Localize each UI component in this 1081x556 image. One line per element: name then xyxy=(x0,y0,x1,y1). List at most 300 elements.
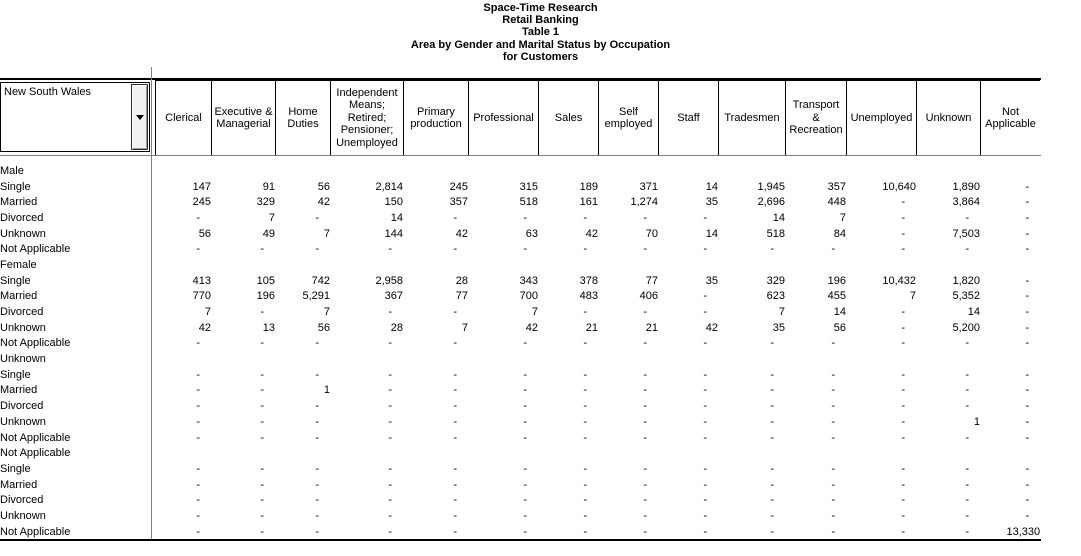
value-cell: 84 xyxy=(833,227,846,240)
value-cell: - xyxy=(965,462,969,475)
value-cell: 14 xyxy=(967,306,980,319)
value-cell: - xyxy=(1025,494,1030,507)
table-row-unknown-divorced xyxy=(0,398,1040,414)
value-cell: 10,640 xyxy=(882,180,916,193)
value-cell: 35 xyxy=(705,196,718,209)
value-cell: - xyxy=(388,243,392,256)
value-cell: - xyxy=(523,243,527,256)
value-cell: - xyxy=(388,462,392,475)
value-cell: - xyxy=(1025,509,1030,522)
group-row-male xyxy=(0,163,1040,179)
value-cell: - xyxy=(901,243,905,256)
value-cell: 196 xyxy=(256,290,275,303)
row-label: Divorced xyxy=(0,306,44,319)
value-cell: - xyxy=(703,478,707,491)
value-cell: 5,200 xyxy=(952,321,980,334)
value-cell: 56 xyxy=(317,180,330,193)
value-cell: - xyxy=(901,321,905,334)
value-cell: - xyxy=(703,462,707,475)
value-cell: - xyxy=(453,509,457,522)
value-cell: - xyxy=(901,431,905,444)
value-cell: 28 xyxy=(390,321,403,334)
value-cell: 77 xyxy=(645,274,658,287)
value-cell: 413 xyxy=(192,274,211,287)
value-cell: 700 xyxy=(519,290,538,303)
value-cell: - xyxy=(703,494,707,507)
value-cell: 35 xyxy=(705,274,718,287)
value-cell: 35 xyxy=(772,321,785,334)
row-label: Divorced xyxy=(0,400,44,413)
value-cell: - xyxy=(583,306,587,319)
value-cell: - xyxy=(770,368,774,381)
value-cell: 42 xyxy=(198,321,211,334)
value-cell: - xyxy=(260,384,264,397)
value-cell: - xyxy=(965,431,969,444)
value-cell: - xyxy=(643,384,647,397)
group-label: Female xyxy=(0,258,37,271)
value-cell: - xyxy=(260,415,264,428)
value-cell: - xyxy=(703,306,707,319)
value-cell: - xyxy=(388,494,392,507)
value-cell: 7 xyxy=(909,290,916,303)
value-cell: - xyxy=(583,384,587,397)
row-label: Married xyxy=(0,384,38,397)
value-cell: - xyxy=(643,509,647,522)
value-cell: - xyxy=(1025,243,1030,256)
value-cell: 2,696 xyxy=(757,196,785,209)
value-cell: - xyxy=(643,494,647,507)
column-header-unemployed: Unemployed xyxy=(846,80,916,155)
value-cell: - xyxy=(315,337,319,350)
column-header-staff: Staff xyxy=(658,80,718,155)
column-header-unknown: Unknown xyxy=(916,80,980,155)
row-label: Unknown xyxy=(0,321,46,334)
value-cell: 1 xyxy=(973,415,980,428)
column-header-executive-managerial: Executive & Managerial xyxy=(211,80,275,155)
value-cell: - xyxy=(388,525,392,538)
value-cell: 7 xyxy=(778,306,785,319)
value-cell: 5,352 xyxy=(952,290,980,303)
value-cell: - xyxy=(831,337,835,350)
value-cell: 21 xyxy=(585,321,598,334)
row-label: Unknown xyxy=(0,415,46,428)
value-cell: - xyxy=(1025,337,1030,350)
value-cell: - xyxy=(453,525,457,538)
value-cell: - xyxy=(388,415,392,428)
value-cell: - xyxy=(523,400,527,413)
value-cell: - xyxy=(523,431,527,444)
value-cell: - xyxy=(453,478,457,491)
value-cell: - xyxy=(831,525,835,538)
value-cell: 7 xyxy=(531,306,538,319)
value-cell: - xyxy=(831,494,835,507)
value-cell: - xyxy=(196,368,200,381)
column-header-independent-means-retired-pensioner-unemployed: Independent Means; Retired; Pensioner; Unemployed xyxy=(330,80,403,155)
value-cell: 406 xyxy=(639,290,658,303)
data-table xyxy=(0,163,1040,540)
value-cell: 49 xyxy=(262,227,275,240)
value-cell: 42 xyxy=(317,196,330,209)
value-cell: 77 xyxy=(455,290,468,303)
value-cell: - xyxy=(901,337,905,350)
value-cell: - xyxy=(583,431,587,444)
report-title-subject: Area by Gender and Marital Status by Occupation xyxy=(410,38,671,51)
value-cell: - xyxy=(315,368,319,381)
table-row-unknown-single xyxy=(0,367,1040,383)
value-cell: - xyxy=(315,400,319,413)
value-cell: - xyxy=(965,400,969,413)
value-cell: 518 xyxy=(519,196,538,209)
value-cell: - xyxy=(388,368,392,381)
value-cell: 483 xyxy=(579,290,598,303)
value-cell: 2,814 xyxy=(375,180,403,193)
value-cell: - xyxy=(260,525,264,538)
value-cell: 367 xyxy=(384,290,403,303)
value-cell: - xyxy=(1025,274,1030,287)
table-row-male-single xyxy=(0,179,1040,195)
value-cell: - xyxy=(703,431,707,444)
value-cell: 2,958 xyxy=(375,274,403,287)
value-cell: - xyxy=(703,243,707,256)
value-cell: - xyxy=(643,431,647,444)
value-cell: 518 xyxy=(766,227,785,240)
value-cell: - xyxy=(643,462,647,475)
value-cell: - xyxy=(703,400,707,413)
group-row-female xyxy=(0,257,1040,273)
value-cell: - xyxy=(315,509,319,522)
value-cell: - xyxy=(315,243,319,256)
value-cell: - xyxy=(523,478,527,491)
value-cell: - xyxy=(901,384,905,397)
row-label: Single xyxy=(0,274,31,287)
value-cell: - xyxy=(453,368,457,381)
table-row-not-applicable-not-applicable xyxy=(0,524,1040,540)
value-cell: - xyxy=(965,509,969,522)
row-label: Single xyxy=(0,180,31,193)
value-cell: 329 xyxy=(256,196,275,209)
value-cell: 56 xyxy=(198,227,211,240)
value-cell: - xyxy=(196,400,200,413)
row-label: Not Applicable xyxy=(0,525,71,538)
value-cell: - xyxy=(583,509,587,522)
value-cell: - xyxy=(196,509,200,522)
value-cell: - xyxy=(1025,211,1030,224)
value-cell: - xyxy=(260,306,264,319)
value-cell: - xyxy=(388,478,392,491)
value-cell: 329 xyxy=(766,274,785,287)
value-cell: - xyxy=(388,509,392,522)
value-cell: - xyxy=(315,431,319,444)
row-label: Divorced xyxy=(0,211,44,224)
value-cell: 7 xyxy=(323,227,330,240)
value-cell: - xyxy=(643,211,647,224)
value-cell: - xyxy=(901,462,905,475)
value-cell: 770 xyxy=(192,290,211,303)
value-cell: - xyxy=(583,478,587,491)
group-row-not-applicable xyxy=(0,445,1040,461)
value-cell: - xyxy=(196,415,200,428)
value-cell: 70 xyxy=(645,227,658,240)
table-row-unknown-not-applicable xyxy=(0,430,1040,446)
value-cell: - xyxy=(965,525,969,538)
row-label: Single xyxy=(0,368,31,381)
value-cell: - xyxy=(643,525,647,538)
table-row-male-not-applicable xyxy=(0,241,1040,257)
value-cell: 21 xyxy=(645,321,658,334)
value-cell: 56 xyxy=(317,321,330,334)
value-cell: - xyxy=(643,478,647,491)
value-cell: - xyxy=(196,211,200,224)
value-cell: - xyxy=(453,211,457,224)
value-cell: - xyxy=(1025,321,1030,334)
value-cell: - xyxy=(388,306,392,319)
value-cell: 1 xyxy=(323,384,330,397)
value-cell: 455 xyxy=(827,290,846,303)
value-cell: 42 xyxy=(455,227,468,240)
report-title-org: Space-Time Research xyxy=(483,2,598,14)
value-cell: 7,503 xyxy=(952,227,980,240)
value-cell: - xyxy=(260,337,264,350)
row-label: Married xyxy=(0,478,38,491)
value-cell: - xyxy=(315,415,319,428)
value-cell: 1,274 xyxy=(630,196,658,209)
value-cell: - xyxy=(965,478,969,491)
value-cell: - xyxy=(583,368,587,381)
value-cell: - xyxy=(583,462,587,475)
value-cell: 343 xyxy=(519,274,538,287)
value-cell: 7 xyxy=(268,211,275,224)
column-header-primary-production: Primary production xyxy=(403,80,468,155)
value-cell: - xyxy=(901,196,905,209)
value-cell: - xyxy=(901,306,905,319)
value-cell: - xyxy=(901,525,905,538)
value-cell: - xyxy=(315,525,319,538)
value-cell: 189 xyxy=(579,180,598,193)
value-cell: - xyxy=(523,509,527,522)
value-cell: - xyxy=(965,384,969,397)
value-cell: 150 xyxy=(384,196,403,209)
value-cell: - xyxy=(770,478,774,491)
value-cell: 5,291 xyxy=(302,290,330,303)
value-cell: - xyxy=(453,243,457,256)
value-cell: - xyxy=(643,306,647,319)
column-header-clerical: Clerical xyxy=(155,80,211,155)
report-title-table: Table 1 xyxy=(521,26,560,39)
value-cell: - xyxy=(1025,478,1030,491)
value-cell: - xyxy=(831,400,835,413)
value-cell: - xyxy=(1025,227,1030,240)
area-filter-cell xyxy=(0,82,150,152)
value-cell: - xyxy=(1025,384,1030,397)
value-cell: - xyxy=(703,290,707,303)
value-cell: 357 xyxy=(449,196,468,209)
value-cell: 7 xyxy=(323,306,330,319)
value-cell: - xyxy=(315,462,319,475)
report-title-product: Retail Banking xyxy=(502,14,579,27)
value-cell: - xyxy=(643,243,647,256)
value-cell: - xyxy=(583,243,587,256)
value-cell: - xyxy=(196,478,200,491)
value-cell: 144 xyxy=(384,227,403,240)
value-cell: - xyxy=(196,525,200,538)
value-cell: 1,820 xyxy=(952,274,980,287)
value-cell: - xyxy=(260,509,264,522)
column-header-self-employed: Self employed xyxy=(598,80,658,155)
table-row-female-single xyxy=(0,273,1040,289)
value-cell: 147 xyxy=(192,180,211,193)
value-cell: - xyxy=(831,431,835,444)
value-cell: - xyxy=(703,415,707,428)
area-dropdown-button[interactable] xyxy=(131,84,148,150)
table-row-male-unknown xyxy=(0,226,1040,242)
value-cell: - xyxy=(583,211,587,224)
value-cell: - xyxy=(703,337,707,350)
value-cell: - xyxy=(315,494,319,507)
value-cell: 105 xyxy=(256,274,275,287)
value-cell: - xyxy=(965,211,969,224)
value-cell: - xyxy=(1025,368,1030,381)
value-cell: - xyxy=(1025,290,1030,303)
value-cell: - xyxy=(453,306,457,319)
group-label: Not Applicable xyxy=(0,447,71,460)
value-cell: 10,432 xyxy=(882,274,916,287)
value-cell: - xyxy=(965,337,969,350)
value-cell: - xyxy=(965,368,969,381)
value-cell: 14 xyxy=(772,211,785,224)
value-cell: - xyxy=(583,525,587,538)
value-cell: 13,330 xyxy=(1006,525,1041,538)
value-cell: - xyxy=(1025,196,1030,209)
table-row-female-divorced xyxy=(0,304,1040,320)
row-label: Not Applicable xyxy=(0,337,71,350)
value-cell: - xyxy=(260,494,264,507)
chevron-down-icon xyxy=(136,115,144,120)
value-cell: 14 xyxy=(705,227,718,240)
value-cell: 42 xyxy=(525,321,538,334)
group-label: Unknown xyxy=(0,353,46,366)
value-cell: - xyxy=(770,337,774,350)
value-cell: - xyxy=(770,494,774,507)
row-label: Not Applicable xyxy=(0,243,71,256)
value-cell: - xyxy=(901,227,905,240)
value-cell: - xyxy=(523,384,527,397)
report-header xyxy=(0,2,1081,63)
value-cell: 161 xyxy=(579,196,598,209)
value-cell: - xyxy=(901,211,905,224)
table-row-male-divorced xyxy=(0,210,1040,226)
value-cell: - xyxy=(770,509,774,522)
value-cell: - xyxy=(260,400,264,413)
value-cell: - xyxy=(703,509,707,522)
value-cell: - xyxy=(523,415,527,428)
value-cell: - xyxy=(1025,462,1030,475)
value-cell: 1,890 xyxy=(952,180,980,193)
value-cell: - xyxy=(453,494,457,507)
value-cell: - xyxy=(703,211,707,224)
value-cell: - xyxy=(388,337,392,350)
value-cell: - xyxy=(831,509,835,522)
value-cell: - xyxy=(831,243,835,256)
value-cell: - xyxy=(703,368,707,381)
value-cell: - xyxy=(388,431,392,444)
value-cell: - xyxy=(1025,306,1030,319)
value-cell: - xyxy=(703,384,707,397)
group-label: Male xyxy=(0,164,24,177)
value-cell: - xyxy=(388,384,392,397)
value-cell: - xyxy=(831,415,835,428)
value-cell: - xyxy=(523,462,527,475)
table-row-unknown-unknown xyxy=(0,414,1040,430)
column-header-tradesmen: Tradesmen xyxy=(718,80,785,155)
row-label: Divorced xyxy=(0,494,44,507)
value-cell: - xyxy=(901,368,905,381)
row-label: Married xyxy=(0,290,38,303)
row-label: Single xyxy=(0,462,31,475)
value-cell: - xyxy=(523,211,527,224)
value-cell: - xyxy=(583,400,587,413)
value-cell: - xyxy=(453,384,457,397)
value-cell: 14 xyxy=(833,306,846,319)
column-header-not-applicable: Not Applicable xyxy=(980,80,1040,155)
value-cell: 623 xyxy=(766,290,785,303)
row-label: Unknown xyxy=(0,227,46,240)
table-row-not-applicable-married xyxy=(0,477,1040,493)
column-headers xyxy=(155,80,1040,155)
value-cell: - xyxy=(1025,415,1030,428)
value-cell: - xyxy=(770,243,774,256)
value-cell: - xyxy=(831,478,835,491)
value-cell: 378 xyxy=(579,274,598,287)
table-row-female-unknown xyxy=(0,320,1040,336)
value-cell: 13 xyxy=(262,321,275,334)
value-cell: - xyxy=(315,478,319,491)
value-cell: 3,864 xyxy=(952,196,980,209)
value-cell: 28 xyxy=(455,274,468,287)
value-cell: - xyxy=(770,525,774,538)
value-cell: - xyxy=(770,462,774,475)
value-cell: 7 xyxy=(204,306,211,319)
value-cell: - xyxy=(453,337,457,350)
value-cell: 371 xyxy=(639,180,658,193)
value-cell: - xyxy=(901,415,905,428)
value-cell: 42 xyxy=(705,321,718,334)
column-header-professional: Professional xyxy=(468,80,538,155)
bottom-rule xyxy=(0,539,1041,541)
table-row-female-not-applicable xyxy=(0,336,1040,352)
value-cell: - xyxy=(196,337,200,350)
value-cell: - xyxy=(901,509,905,522)
column-header-transport-recreation: Transport & Recreation xyxy=(785,80,846,155)
value-cell: 1,945 xyxy=(757,180,785,193)
value-cell: - xyxy=(523,337,527,350)
table-row-female-married xyxy=(0,289,1040,305)
value-cell: - xyxy=(643,368,647,381)
value-cell: 7 xyxy=(461,321,468,334)
value-cell: 56 xyxy=(833,321,846,334)
value-cell: - xyxy=(260,368,264,381)
value-cell: 245 xyxy=(449,180,468,193)
value-cell: - xyxy=(1025,180,1030,193)
table-row-unknown-married xyxy=(0,383,1040,399)
value-cell: - xyxy=(523,525,527,538)
value-cell: - xyxy=(260,243,264,256)
value-cell: - xyxy=(901,494,905,507)
value-cell: - xyxy=(260,462,264,475)
value-cell: - xyxy=(770,400,774,413)
value-cell: - xyxy=(196,431,200,444)
value-cell: - xyxy=(1025,400,1030,413)
value-cell: - xyxy=(901,400,905,413)
